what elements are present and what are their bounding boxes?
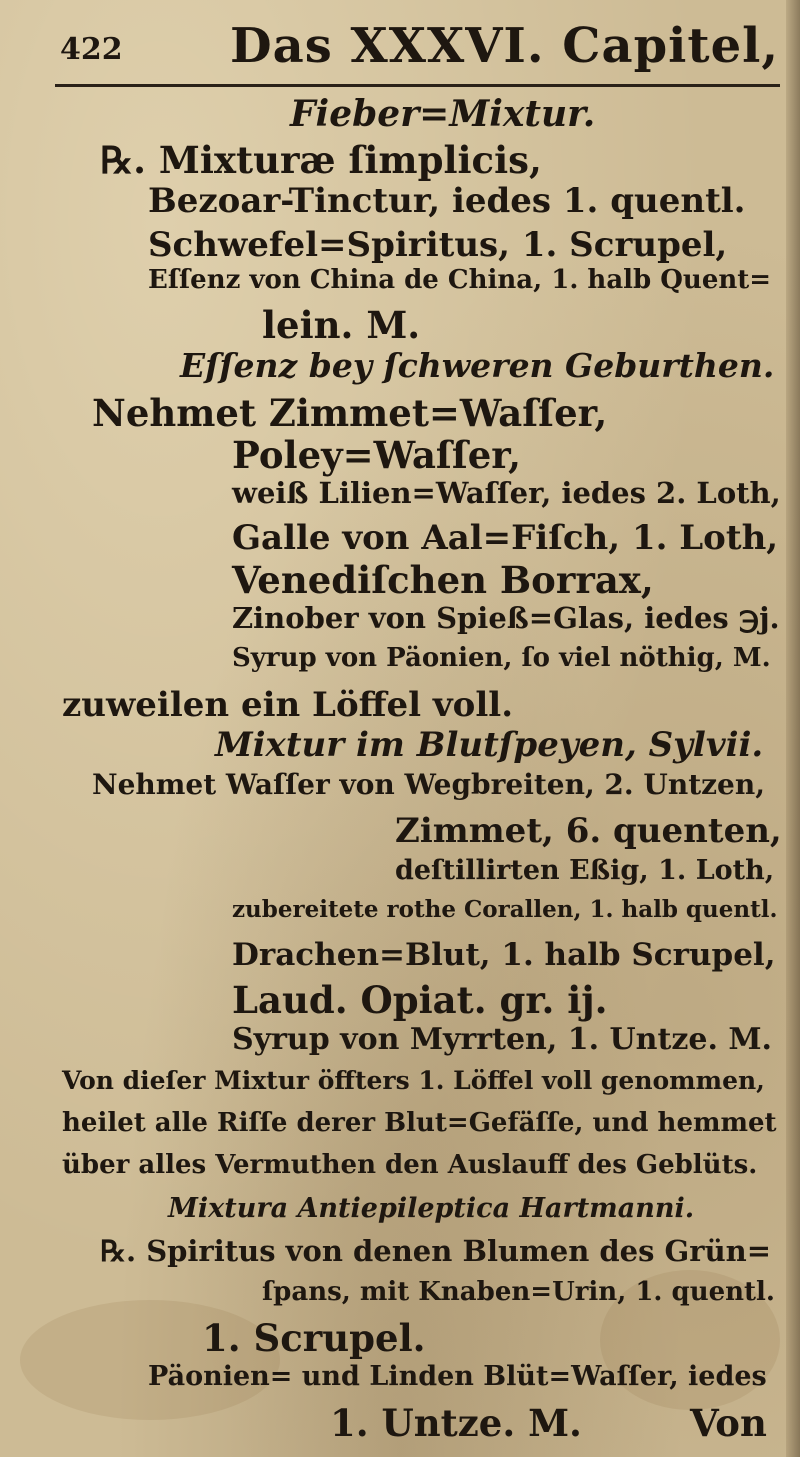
text-line: über alles Vermuthen den Auslauff des Geblüts.: [62, 1150, 758, 1180]
text-line: Laud. Opiat. gr. ij.: [232, 978, 608, 1022]
text-line: Bezoar-Tinctur, iedes 1. quentl.: [148, 181, 746, 221]
text-line: zuweilen ein Löffel voll.: [62, 685, 514, 725]
page-edge: [786, 0, 800, 1457]
chapter-title: Das XXXVI. Capitel,: [230, 18, 780, 74]
text-line: Drachen=Blut, 1. halb Scrupel,: [232, 937, 776, 973]
text-line: Nehmet Zimmet=Waſſer,: [92, 391, 608, 435]
text-line: ſpans, mit Knaben=Urin, 1. quentl.: [262, 1277, 775, 1307]
recipe-heading: Mixtura Antiepileptica Hartmanni.: [168, 1193, 695, 1224]
text-line: Von dieſer Mixtur öffters 1. Löffel voll genommen,: [62, 1066, 765, 1095]
catchword: Von: [690, 1401, 767, 1445]
text-line: heilet alle Riſſe derer Blut=Gefäſſe, und hemmet: [62, 1108, 777, 1138]
text-line: Schwefel=Spiritus, 1. Scrupel,: [148, 225, 728, 265]
text-line: ℞. Spiritus von denen Blumen des Grün=: [100, 1234, 772, 1268]
header-rule: [55, 84, 780, 87]
page-number: 422: [60, 32, 123, 67]
text-line: Zinober von Spieß=Glas, iedes ℈j.: [232, 601, 780, 635]
recipe-heading: Mixtur im Blutſpeyen, Sylvii.: [215, 725, 764, 765]
recipe-heading: Fieber=Mixtur.: [290, 93, 596, 135]
text-line: Päonien= und Linden Blüt=Waſſer, iedes: [148, 1361, 767, 1392]
text-line: weiß Lilien=Waſſer, iedes 2. Loth,: [232, 476, 781, 510]
text-line: Eſſenz von China de China, 1. halb Quent=: [148, 265, 772, 295]
text-line: 1. Scrupel.: [202, 1316, 426, 1360]
text-line: Syrup von Päonien, ſo viel nöthig, M.: [232, 643, 771, 673]
text-line: Poley=Waſſer,: [232, 433, 521, 477]
page-header: [60, 18, 780, 78]
text-line: deſtillirten Eßig, 1. Loth,: [395, 855, 775, 886]
text-line: ℞. Mixturæ ſimplicis,: [100, 138, 542, 182]
text-line: Galle von Aal=Fiſch, 1. Loth,: [232, 518, 779, 558]
text-line: lein. M.: [262, 303, 421, 347]
text-line: Syrup von Myrrten, 1. Untze. M.: [232, 1022, 772, 1057]
text-line: Zimmet, 6. quenten,: [395, 811, 782, 851]
text-line: zubereitete rothe Corallen, 1. halb quentl.: [232, 896, 778, 923]
text-line: 1. Untze. M.: [330, 1401, 582, 1445]
text-line: Venediſchen Borrax,: [232, 558, 654, 602]
text-line: Nehmet Waſſer von Wegbreiten, 2. Untzen,: [92, 768, 765, 801]
recipe-heading: Eſſenz bey ſchweren Geburthen.: [180, 346, 775, 385]
